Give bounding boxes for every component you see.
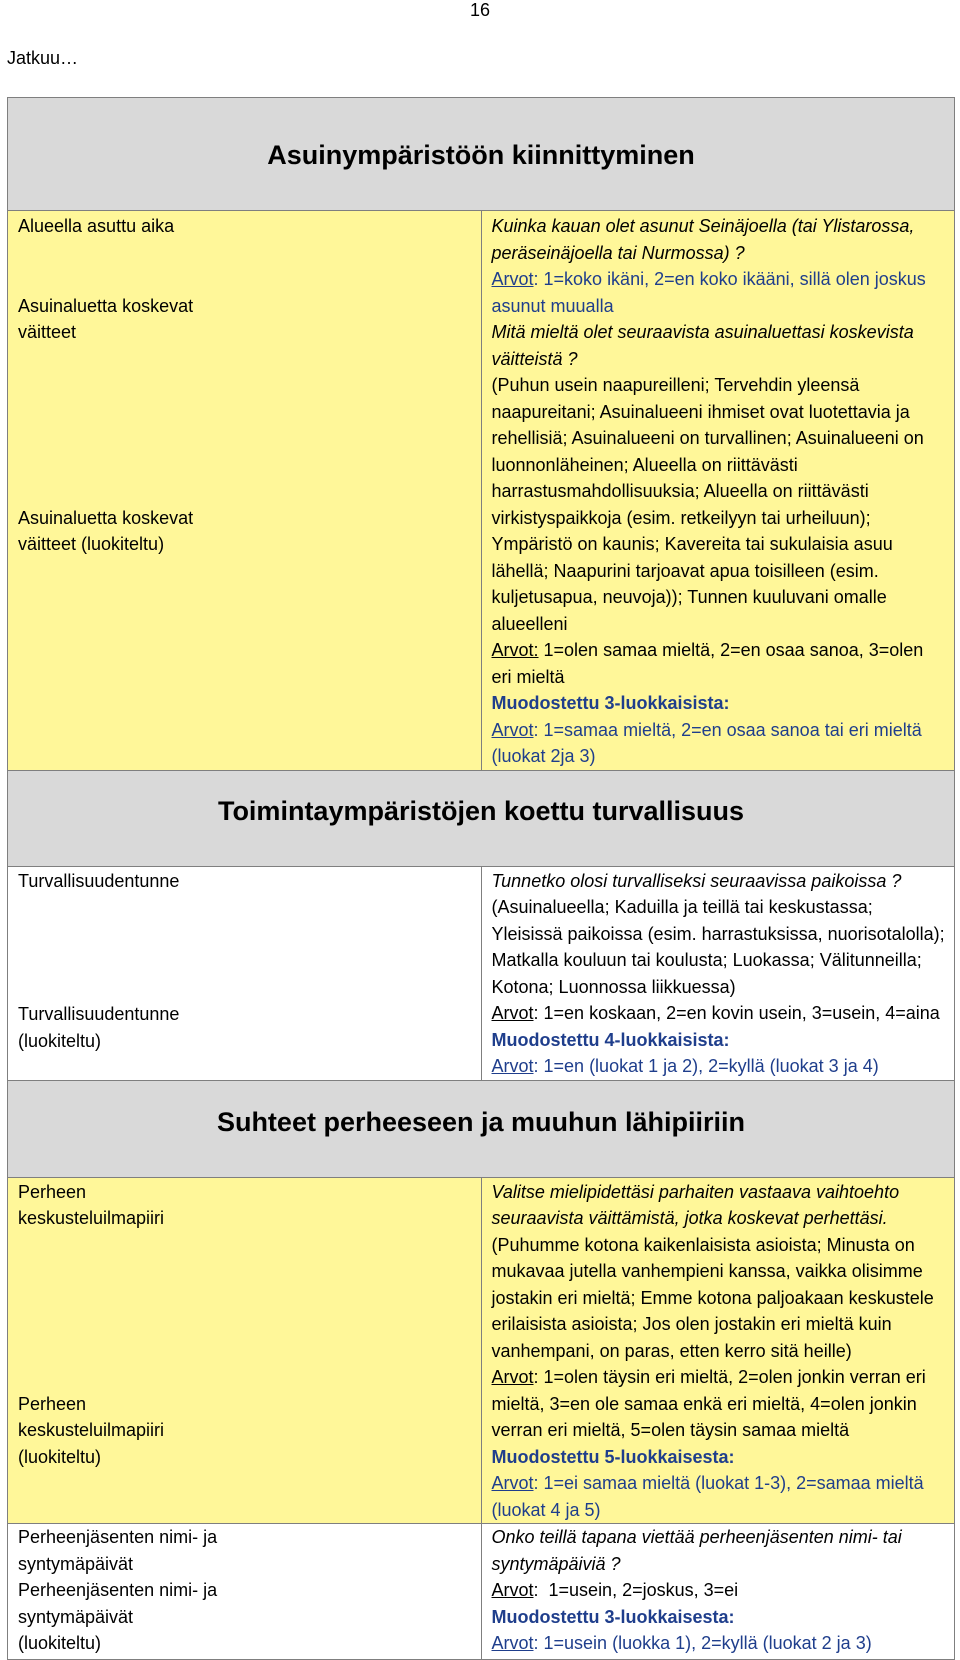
values-line <box>492 1630 947 1657</box>
values-line <box>492 1364 947 1444</box>
variable-name: Turvallisuudentunne (luokiteltu) <box>18 1004 180 1051</box>
variable-name: Perheenjäsenten nimi- ja syntymäpäivät (luokiteltu) <box>18 1580 218 1653</box>
statement-list: (Asuinalueella; Kaduilla ja teillä tai keskustassa; Yleisissä paikoissa (esim. harrastuksissa, nuorisotalolla); Matkalla kouluun tai koulusta; Luokassa; Välitunneilla; Kotona; Luonnossa liikkuessa) <box>491 897 945 997</box>
values-text: : 1=koko ikäni, 2=en koko ikääni, sillä olen joskus asunut muualla <box>491 269 926 316</box>
section-title: Suhteet perheeseen ja muuhun lähipiiriin <box>216 1106 746 1137</box>
question-text: Kuinka kauan olet asunut Seinäjoella (tai Ylistarossa, peräseinäjoella tai Nurmossa) ? <box>491 216 915 263</box>
values-label: Arvot <box>491 1580 534 1600</box>
values-label: Arvot <box>491 1367 534 1387</box>
question-text: Onko teillä tapana viettää perheenjäsenten nimi- tai syntymäpäiviä ? <box>491 1527 902 1574</box>
variable-name: Alueella asuttu aika <box>18 216 175 236</box>
values-text: : 1=en (luokat 1 ja 2), 2=kyllä (luokat 3 ja 4) <box>533 1056 879 1076</box>
values-text: : 1=en koskaan, 2=en kovin usein, 3=usein, 4=aina <box>533 1003 940 1023</box>
values-text: : 1=usein (luokka 1), 2=kyllä (luokat 2 ja 3) <box>533 1633 872 1653</box>
variable-name: Perheen keskusteluilmapiiri <box>18 1181 165 1228</box>
question-text: Valitse mielipidettäsi parhaiten vastaava vaihtoehto seuraavista väittämistä, jotka koskevat perhettäsi. <box>491 1181 900 1228</box>
values-label: Arvot: <box>491 640 539 660</box>
derived-label: Muodostettu 4-luokkaisista: <box>491 1029 730 1050</box>
derived-label: Muodostettu 3-luokkaisista: <box>491 693 730 713</box>
values-text: : 1=usein, 2=joskus, 3=ei <box>533 1580 739 1600</box>
statement-list: (Puhumme kotona kaikenlaisista asioista; Minusta on mukavaa jutella vanhempieni kanssa, vaikka olisimme jostakin eri mieltä; Emme kotona paljoakaan keskustele erilaisista asioista; Jos olen jostakin eri mieltä kuin vanhempani, on paras, etten kerro sitä heille) <box>491 1234 934 1361</box>
values-text: : 1=samaa mieltä, 2=en osaa sanoa tai eri mieltä (luokat 2ja 3) <box>491 719 922 766</box>
values-line <box>492 717 947 770</box>
values-label: Arvot <box>491 269 534 289</box>
values-label: Arvot <box>491 1473 534 1493</box>
section-title: Toimintaympäristöjen koettu turvallisuus <box>217 795 745 826</box>
values-text: : 1=olen täysin eri mieltä, 2=olen jonkin verran eri mieltä, 3=en ole samaa enkä eri mieltä, 4=olen jonkin verran eri mieltä, 5=olen täysin samaa mieltä <box>491 1367 926 1440</box>
variable-description-cell <box>481 1177 955 1524</box>
variables-table <box>7 97 955 1660</box>
variable-name: Asuinaluetta koskevat väitteet <box>18 295 194 342</box>
section-header <box>8 1080 955 1177</box>
statement-list: (Puhun usein naapureilleni; Tervehdin yleensä naapureitani; Asuinalueeni ihmiset ovat luotettavia ja rehellisiä; Asuinalueeni on turvallinen; Asuinalueeni on luonnonläheinen; Alueella on riittävästi harrastusmahdollisuuksia; Alueella on riittävästi virkistyspaikkoja (esim. retkeilyyn tai urheiluun); Ympäristö on kaunis; Kavereita tai sukulaisia asuu lähellä; Naapurini tarjoavat apua toisilleen (esim. kuljetusapua, neuvoja)); Tunnen kuuluvani omalle alueelleni <box>491 375 924 634</box>
section-title: Asuinympäristöön kiinnittyminen <box>267 140 695 170</box>
variable-description-cell <box>481 1524 955 1660</box>
variable-names-cell <box>8 866 482 1080</box>
values-line <box>492 1053 947 1080</box>
variable-names-cell <box>8 1177 482 1524</box>
variable-name: Perheen keskusteluilmapiiri (luokiteltu) <box>18 1393 165 1467</box>
values-label: Arvot <box>491 719 534 740</box>
variable-name: Asuinaluetta koskevat väitteet (luokiteltu) <box>18 507 194 554</box>
section-header <box>8 98 955 211</box>
variable-name: Perheenjäsenten nimi- ja syntymäpäivät <box>18 1527 218 1574</box>
values-line <box>492 266 947 319</box>
values-text: : 1=ei samaa mieltä (luokat 1-3), 2=samaa mieltä (luokat 4 ja 5) <box>491 1473 924 1520</box>
continued-label: Jatkuu… <box>7 48 79 68</box>
variable-names-cell <box>8 1524 482 1660</box>
values-label: Arvot <box>491 1056 534 1076</box>
section-header <box>8 770 955 866</box>
page-number: 16 <box>469 0 491 20</box>
values-label: Arvot <box>491 1003 534 1023</box>
derived-label: Muodostettu 5-luokkaisesta: <box>491 1446 735 1467</box>
variable-description-cell <box>481 866 955 1080</box>
values-line <box>492 1577 947 1604</box>
values-label: Arvot <box>491 1633 534 1653</box>
values-text: 1=olen samaa mieltä, 2=en osaa sanoa, 3=olen eri mieltä <box>491 640 924 687</box>
values-line <box>492 1000 947 1027</box>
variable-name: Turvallisuudentunne <box>18 870 180 891</box>
derived-label: Muodostettu 3-luokkaisesta: <box>491 1606 735 1627</box>
question-text: Mitä mieltä olet seuraavista asuinaluettasi koskevista väitteistä ? <box>491 322 914 369</box>
values-line <box>492 637 947 690</box>
question-text: Tunnetko olosi turvalliseksi seuraavissa paikoissa ? <box>491 870 902 891</box>
variable-names-cell <box>8 211 482 771</box>
variable-description-cell <box>481 211 955 771</box>
values-line <box>492 1470 947 1523</box>
